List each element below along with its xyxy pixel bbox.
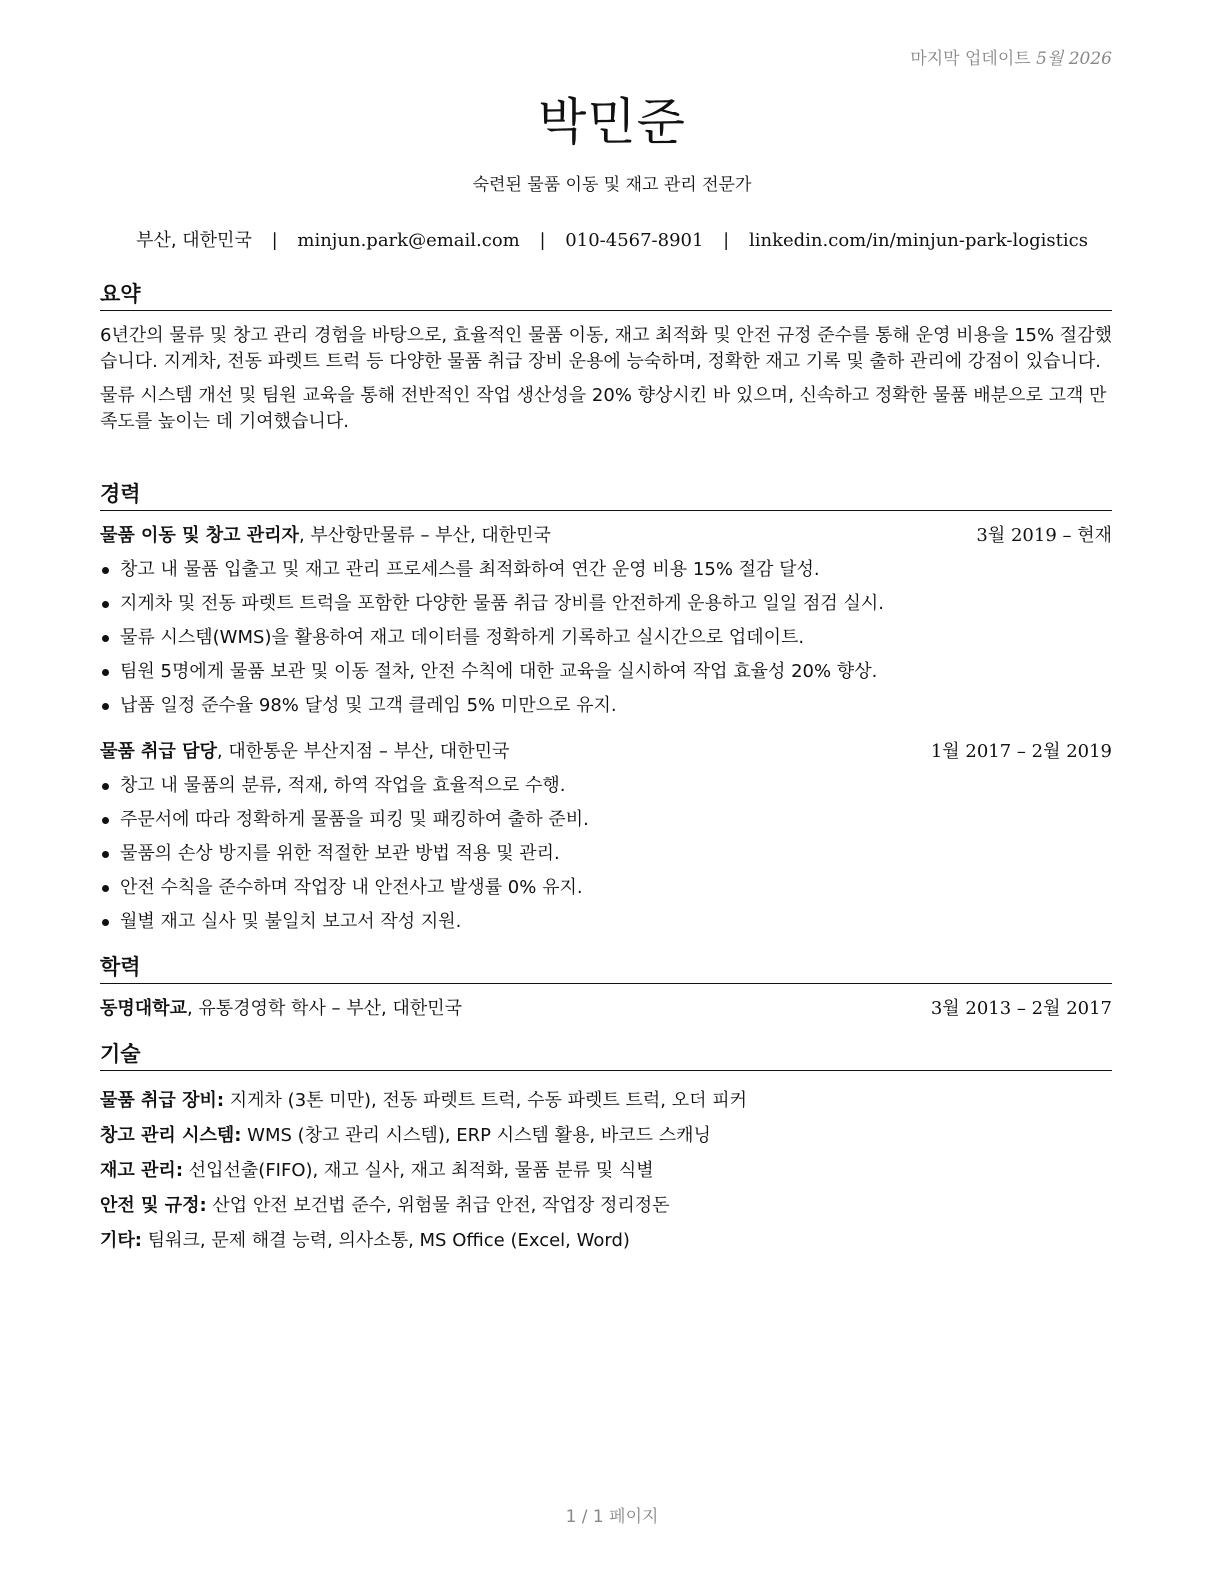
job-entry xyxy=(100,523,1112,723)
job-entry xyxy=(100,739,1112,939)
job-company: , 대한통운 부산지점 – 부산, 대한민국 xyxy=(216,741,510,762)
skill-value: WMS (창고 관리 시스템), ERP 시스템 활용, 바코드 스캐닝 xyxy=(241,1125,711,1146)
job-header xyxy=(100,523,1112,549)
education-entry xyxy=(100,996,1112,1022)
skill-label: 물품 취급 장비: xyxy=(100,1090,225,1111)
job-role: 물품 취급 담당 xyxy=(100,741,217,762)
tagline: 숙련된 물품 이동 및 재고 관리 전문가 xyxy=(472,175,752,195)
job-dates: 1월 2017 – 2월 2019 xyxy=(930,741,1112,762)
skill-label: 안전 및 규정: xyxy=(100,1195,207,1216)
skill-row xyxy=(100,1223,1112,1258)
job-title-line xyxy=(100,523,551,549)
experience-section xyxy=(100,478,1112,939)
skill-label: 창고 관리 시스템: xyxy=(100,1125,242,1146)
list-item: 주문서에 따라 정확하게 물품을 피킹 및 패킹하여 출하 준비. xyxy=(100,803,1112,837)
skill-value: 지게차 (3톤 미만), 전동 파렛트 트럭, 수동 파렛트 트럭, 오더 피커 xyxy=(224,1090,747,1111)
job-dates: 3월 2019 – 현재 xyxy=(976,525,1112,546)
skill-label: 재고 관리: xyxy=(100,1160,184,1181)
skill-row xyxy=(100,1118,1112,1153)
last-updated xyxy=(910,44,1112,69)
list-item: 창고 내 물품의 분류, 적재, 하역 작업을 효율적으로 수행. xyxy=(100,769,1112,803)
education-detail: , 유통경영학 학사 – 부산, 대한민국 xyxy=(186,998,463,1019)
skill-row xyxy=(100,1083,1112,1118)
section-title-skills: 기술 xyxy=(100,1038,1112,1071)
list-item: 안전 수칙을 준수하며 작업장 내 안전사고 발생률 0% 유지. xyxy=(100,871,1112,905)
contact-separator: | xyxy=(723,230,730,251)
summary-section xyxy=(100,278,1112,443)
skill-row xyxy=(100,1188,1112,1223)
section-title-education: 학력 xyxy=(100,951,1112,984)
page-number: 1 / 1 페이지 xyxy=(565,1507,659,1527)
list-item: 창고 내 물품 입출고 및 재고 관리 프로세스를 최적화하여 연간 운영 비용 15% 절감 달성. xyxy=(100,553,1112,587)
list-item: 월별 재고 실사 및 불일치 보고서 작성 지원. xyxy=(100,905,1112,939)
education-section xyxy=(100,951,1112,1022)
candidate-name: 박민준 xyxy=(538,93,686,151)
skill-row xyxy=(100,1153,1112,1188)
section-title-experience: 경력 xyxy=(100,478,1112,511)
education-dates: 3월 2013 – 2월 2017 xyxy=(930,998,1112,1019)
contact-line xyxy=(0,226,1224,252)
section-title-summary: 요약 xyxy=(100,278,1112,311)
skill-value: 팀워크, 문제 해결 능력, 의사소통, MS Office (Excel, Word) xyxy=(141,1230,630,1251)
job-role: 물품 이동 및 창고 관리자 xyxy=(100,525,299,546)
education-school: 동명대학교 xyxy=(100,998,187,1019)
skill-label: 기타: xyxy=(100,1230,142,1251)
contact-phone[interactable]: 010-4567-8901 xyxy=(565,230,704,251)
job-company: , 부산항만물류 – 부산, 대한민국 xyxy=(298,525,551,546)
summary-paragraph: 물류 시스템 개선 및 팀원 교육을 통해 전반적인 작업 생산성을 20% 향상시킨 바 있으며, 신속하고 정확한 물품 배분으로 고객 만족도를 높이는 데 기여했습니다. xyxy=(100,385,1107,432)
list-item: 팀원 5명에게 물품 보관 및 이동 절차, 안전 수칙에 대한 교육을 실시하여 작업 효율성 20% 향상. xyxy=(100,655,1112,689)
list-item: 지게차 및 전동 파렛트 트럭을 포함한 다양한 물품 취급 장비를 안전하게 운용하고 일일 점검 실시. xyxy=(100,587,1112,621)
job-bullets xyxy=(100,553,1112,723)
list-item: 납품 일정 준수율 98% 달성 및 고객 클레임 5% 미만으로 유지. xyxy=(100,689,1112,723)
education-line xyxy=(100,996,462,1022)
last-updated-date: 5월 2026 xyxy=(1036,49,1112,69)
contact-linkedin[interactable]: linkedin.com/in/minjun-park-logistics xyxy=(748,230,1088,251)
last-updated-label: 마지막 업데이트 xyxy=(910,49,1031,69)
contact-location: 부산, 대한민국 xyxy=(136,230,252,251)
job-title-line xyxy=(100,739,509,765)
job-header xyxy=(100,739,1112,765)
contact-email[interactable]: minjun.park@email.com xyxy=(297,230,520,251)
skill-value: 산업 안전 보건법 준수, 위험물 취급 안전, 작업장 정리정돈 xyxy=(206,1195,670,1216)
contact-separator: | xyxy=(271,230,278,251)
list-item: 물품의 손상 방지를 위한 적절한 보관 방법 적용 및 관리. xyxy=(100,837,1112,871)
job-bullets xyxy=(100,769,1112,939)
list-item: 물류 시스템(WMS)을 활용하여 재고 데이터를 정확하게 기록하고 실시간으로 업데이트. xyxy=(100,621,1112,655)
skills-section xyxy=(100,1038,1112,1258)
summary-paragraph: 6년간의 물류 및 창고 관리 경험을 바탕으로, 효율적인 물품 이동, 재고 최적화 및 안전 규정 준수를 통해 운영 비용을 15% 절감했습니다. 지게차, 전동 파렛트 트럭 등 다양한 물품 취급 장비 운용에 능숙하며, 정확한 재고 기록 및 출하 관리에 강점이 있습니다. xyxy=(100,325,1112,372)
skill-value: 선입선출(FIFO), 재고 실사, 재고 최적화, 물품 분류 및 식별 xyxy=(183,1160,654,1181)
contact-separator: | xyxy=(539,230,546,251)
